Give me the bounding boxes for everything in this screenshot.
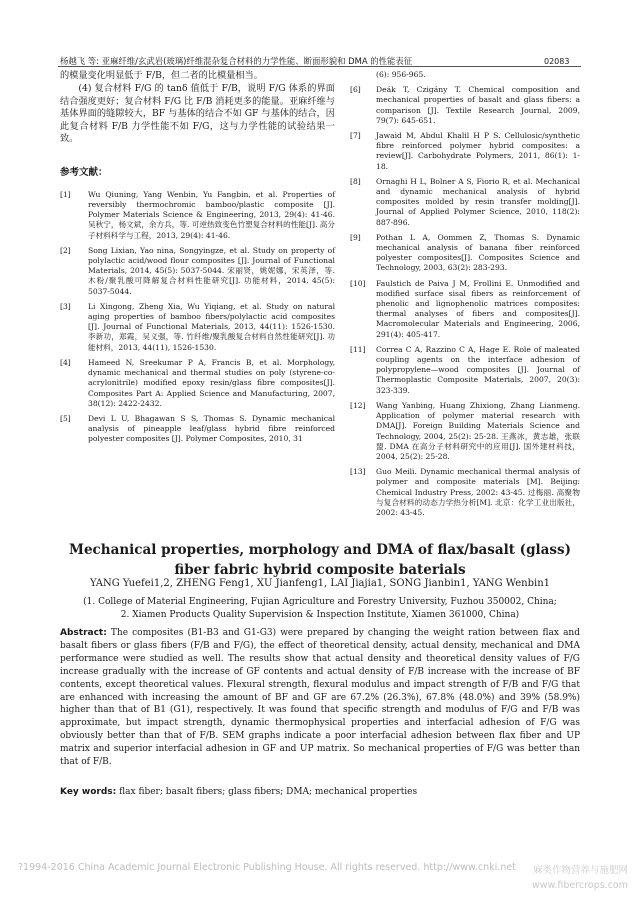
reference-number: [4] <box>60 357 71 367</box>
reference-text: Deák T, Czigány T. Chemical composition and mechanical properties of basalt and glass fibers: a comparison [J]. Textile Research Journal, 2009, 79(7): 645-651. <box>376 85 580 125</box>
reference-item <box>350 401 580 462</box>
body-paragraph-1: 的模量变化明显低于 F/B，但二者的比模量相当。 <box>60 70 263 81</box>
reference-item <box>350 345 580 396</box>
reference-item <box>350 467 580 518</box>
reference-text: Devi L U, Bhagawan S S, Thomas S. Dynamic mechanical analysis of pineapple leaf/glass hybrid fibre reinforced polyester composites [J]. Polymer Composites, 2010, 31 <box>88 413 335 444</box>
page-number: 02083 <box>544 57 570 66</box>
english-affiliations <box>60 596 580 622</box>
reference-text: Correa C A, Razzino C A, Hage E. Role of maleated coupling agents on the interface adhesion of polypropylene—wood composites [J]. Journal of Thermoplastic Composite Materials, 2007, 20(3): 323-339. <box>376 344 580 395</box>
watermark-text: 麻类作物营养与施肥网 <box>532 865 628 876</box>
reference-number: [11] <box>350 344 366 354</box>
affiliation-1: (1. College of Material Engineering, Fujian Agriculture and Forestry University, Fuzhou 350002, China; <box>83 597 557 607</box>
reference-item <box>60 414 335 445</box>
reference-item <box>60 358 335 409</box>
reference-item <box>60 246 335 297</box>
reference-number: [6] <box>350 85 361 95</box>
reference-item <box>350 70 580 80</box>
reference-text: Hameed N, Sreekumar P A, Francis B, et al. Morphology, dynamic mechanical and thermal studies on poly (styrene-co-acrylonitrile) modified epoxy resin/glass fibre composites[J]. Composites Part A: Applied Science and Manufacturing, 2007, 38(12): 2422-2432. <box>88 357 335 408</box>
affiliation-2: 2. Xiamen Products Quality Supervision & Inspection Institute, Xiamen 361000, China) <box>120 610 520 620</box>
reference-text: Faulstich de Paiva J M, Frollini E. Unmodified and modified surface sisal fibers as reinforcement of phenolic and lignophenolic matrices composites: thermal analyses of fibers and composites[J]. Macromolecular Materials and Engineering, 2006, 291(4): 405-417. <box>376 278 580 339</box>
reference-item <box>350 131 580 172</box>
english-abstract <box>60 627 580 769</box>
copyright-notice: ?1994-2016 China Academic Journal Electronic Publishing House. All rights reserved. http://www.cnki.net <box>18 862 516 873</box>
reference-item <box>350 85 580 126</box>
abstract-text: The composites (B1-B3 and G1-G3) were prepared by changing the weight ration between flax and basalt fibers or glass fibers (F/B and F/G), the effect of theoretical density, actual density, mechanical and DMA performance were studied as well. The results show that actual density and theoretical density values of F/G increase gradually with the increase of GF contents and actual density of F/B increase with the increase of BF contents, except theoretical values. Flexural strength, flexural modulus and impact strength of F/B and F/G that are enhanced with increasing the amount of BF and GF are 67.2% (26.3%), 67.8% (48.0%) and 39% (58.9%) higher than that of B1 (G1), respectively. It was found that specific strength and modulus of F/G and F/B was approximate, but impact strength, dynamic thermophysical properties and interfacial adhesion of F/G was obviously better than that of F/B. SEM graphs indicate a poor interfacial adhesion between flax fiber and UP matrix and superior interfacial adhesion in GF and UP matrix. So mechanical properties of F/G was better than that of F/B. <box>60 628 580 768</box>
footer <box>18 862 628 876</box>
body-paragraph-2: (4) 复合材料 F/G 的 tanδ 值低于 F/B，说明 F/G 体系的界面结合强度更好；复合材料 F/G 比 F/B 消耗更多的能量。亚麻纤维与基体界面的缝隙较大，BF 与基体的结合不如 GF 与基体的结合，因此复合材料 F/B 力学性能不如 F/G，这与力学性能的试验结果一致。 <box>60 83 335 145</box>
reference-text: Song Lixian, Yao nina, Songyingze, et al. Study on property of polylactic acid/wood flour composites [J]. Journal of Functional Materials, 2014, 45(5): 5037-5044. 宋丽贤，姚妮娜，宋英泽，等. 木粉/聚乳酸可降解复合材料性能研究[J]. 功能材料，2014, 45(5): 5037-5044. <box>88 245 335 296</box>
reference-text: Wu Qiuning, Yang Wenbin, Yu Fangbin, et al. Properties of reversibly thermochromic bamboo/plastic composite [J]. Polymer Materials Science & Engineering, 2013, 29(4): 41-46. 吴秋宁，杨文斌，余方兵，等. 可逆热致变色竹塑复合材料的性能[J]. 高分子材料科学与工程，2013, 29(4): 41-46. <box>88 189 335 240</box>
reference-number: [13] <box>350 467 366 477</box>
english-keywords <box>60 787 580 797</box>
keywords-text: flax fiber; basalt fibers; glass fibers; DMA; mechanical properties <box>119 787 418 797</box>
reference-item <box>350 233 580 274</box>
reference-number: [2] <box>60 245 71 255</box>
watermark-url: www.fibercrops.com <box>531 880 628 891</box>
left-column <box>60 70 335 450</box>
reference-number: [10] <box>350 278 366 288</box>
reference-number: [12] <box>350 400 366 410</box>
right-column <box>350 70 580 523</box>
keywords-label: Key words: <box>60 787 117 797</box>
reference-number: [7] <box>350 131 361 141</box>
reference-number: [5] <box>60 413 71 423</box>
header-rule <box>58 66 581 67</box>
reference-number: [9] <box>350 232 361 242</box>
reference-text: Jawaid M, Abdul Khalil H P S. Cellulosic/synthetic fibre reinforced polymer hybrid composites: a review[J]. Carbohydrate Polymers, 2011, 86(1): 1-18. <box>376 131 580 171</box>
reference-item <box>350 177 580 228</box>
english-authors: YANG Yuefei1,2, ZHENG Feng1, XU Jianfeng1, LAI Jiajia1, SONG Jianbin1, YANG Wenbin1 <box>89 578 551 589</box>
english-title: Mechanical properties, morphology and DMA of flax/basalt (glass) fiber fabric hybrid composite baterials <box>69 542 571 578</box>
reference-number: [3] <box>60 301 71 311</box>
running-header: 杨越飞 等: 亚麻纤维/玄武岩(玻璃)纤维混杂复合材料的力学性能、断面形貌和 DMA 的性能表征 <box>60 56 413 66</box>
reference-text: Li Xingong, Zheng Xia, Wu Yiqiang, et al. Study on natural aging properties of bamboo fibers/polylactic acid composites [J]. Journal of Functional Materials, 2013, 44(11): 1526-1530. 李新功，郑霞，吴义强，等. 竹纤维/聚乳酸复合材料自然性能研究[J]. 功能材料，2013, 44(11), 1526-1530. <box>88 301 335 352</box>
reference-number: [8] <box>350 176 361 186</box>
reference-item <box>60 190 335 241</box>
reference-text: Ornaghi H L, Bolner A S, Fiorio R, et al. Mechanical and dynamic mechanical analysis of hybrid composites molded by resin transfer molding[J]. Journal of Applied Polymer Science, 2010, 118(2): 887-896. <box>376 176 580 227</box>
reference-text: Pothan L A, Oommen Z, Thomas S. Dynamic mechanical analysis of banana fiber reinforced polyester composites[J]. Composites Science and Technology, 2003, 63(2): 283-293. <box>376 232 580 273</box>
abstract-label: Abstract: <box>60 628 107 638</box>
reference-text: Guo Meili. Dynamic mechanical thermal analysis of polymer and composite materials [M]. Beijing: Chemical Industry Press, 2002: 43-45. 过梅丽. 高聚物与复合材料的动态力学热分析[M]. 北京：化学工业出版社，2002: 43-45. <box>376 467 580 517</box>
reference-text: (6): 956-965. <box>376 70 426 79</box>
references-heading: 参考文献： <box>60 167 108 179</box>
reference-number: [1] <box>60 189 71 199</box>
reference-text: Wang Yanbing, Huang Zhixiong, Zhang Lianmeng. Application of polymer material research with DMA[J]. Foreign Building Materials Science and Technology, 2004, 25(2): 25-28. 王燕冰，黄志雄，张联盟. DMA 在高分子材料研究中的应用[J]. 国外建材科技，2004, 25(2): 25-28. <box>376 400 580 461</box>
reference-item <box>60 302 335 353</box>
reference-item <box>350 279 580 340</box>
